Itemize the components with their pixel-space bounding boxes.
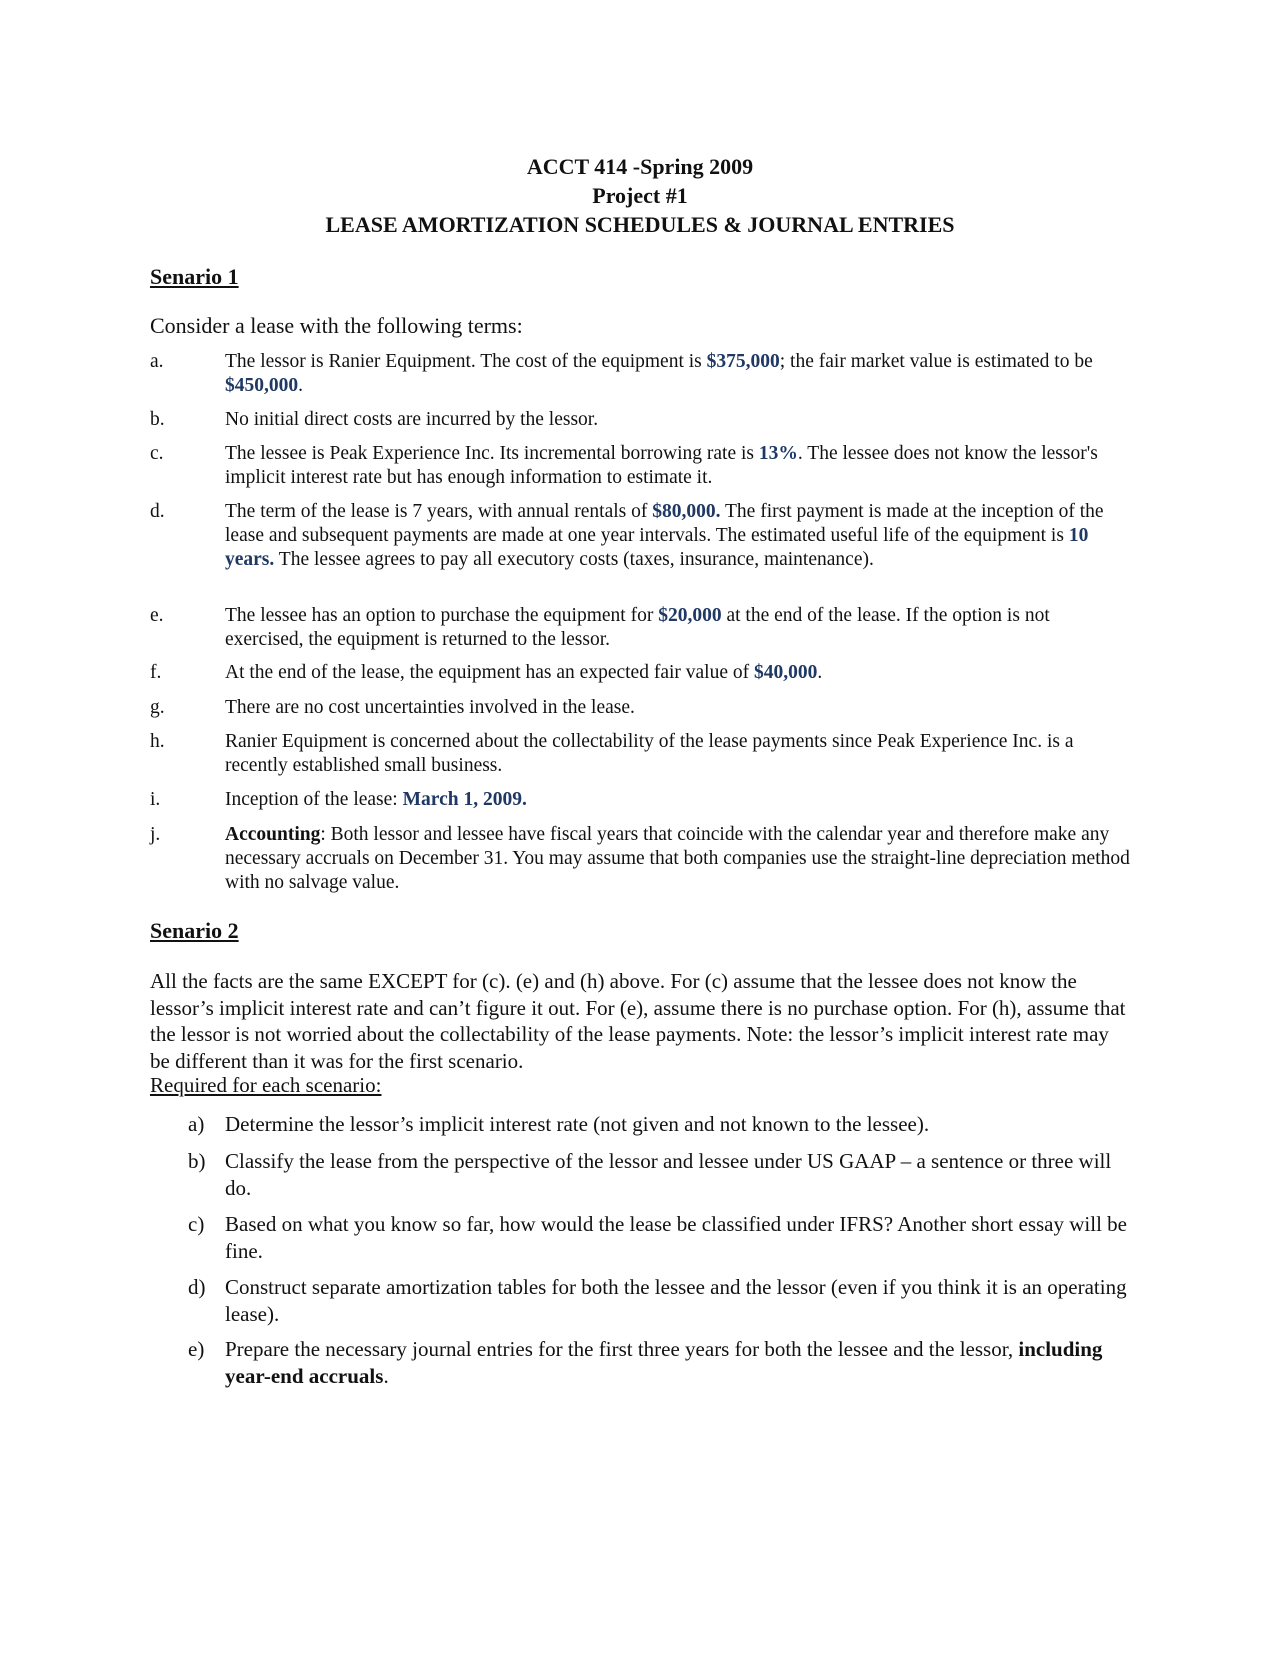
purchase-option-value: $20,000 [658,605,722,626]
year-end-accruals-emphasis: including year-end accruals [225,1337,1103,1388]
item-label: a) [188,1112,205,1136]
item-label: b. [150,409,165,430]
item-text: Construct separate amortization tables for both the lessee and the lessor (even if you think it is an operating lease). [225,1275,1127,1326]
scenario-2-heading: Senario 2 [150,918,239,943]
scenario-1-intro: Consider a lease with the following terms: [150,313,523,338]
item-label: d. [150,501,165,522]
annual-rental-value: $80,000. [652,501,721,522]
item-label: e. [150,605,164,626]
item-text: Classify the lease from the perspective of the lessor and lessee under US GAAP – a sentence or three will do. [225,1149,1112,1200]
scenario-1-heading: Senario 1 [150,264,239,289]
item-label: d) [188,1275,206,1299]
item-text: There are no cost uncertainties involved in the lease. [225,697,635,718]
item-label: c) [188,1212,205,1236]
item-text: Based on what you know so far, how would the lease be classified under IFRS? Another short essay will be fine. [225,1212,1127,1263]
equipment-cost-value: $375,000 [706,351,780,372]
borrowing-rate-value: 13% [758,443,798,464]
item-label: j. [150,824,161,845]
scenario-2-paragraph: All the facts are the same EXCEPT for (c). (e) and (h) above. For (c) assume that the lessee does not know the lessor’s implicit interest rate and can’t figure it out. For (e), assume there is no purchase option. For (h), assume that the lessor is not worried about the collectability of the lease payments. Note: the lessor’s implicit interest rate may be different than it was for the first scenario. [150,969,1126,1073]
item-text: The term of the lease is 7 years, with annual rentals of $80,000. The first payment is made at the inception of the lease and subsequent payments are made at one year intervals. The estimated useful life of the equipment is 10 years. The lessee agrees to pay all executory costs (taxes, insurance, maintenance). [225,501,1104,570]
project-title: Project #1 [592,183,688,208]
item-text: The lessee is Peak Experience Inc. Its incremental borrowing rate is 13%. The lessee does not know the lessor's implicit interest rate but has enough information to estimate it. [225,443,1098,488]
item-label: e) [188,1337,205,1361]
item-text: Inception of the lease: March 1, 2009. [225,789,527,810]
item-label: b) [188,1149,206,1173]
required-heading: Required for each scenario: [150,1073,382,1097]
item-text: The lessee has an option to purchase the equipment for $20,000 at the end of the lease. If the option is not exercised, the equipment is returned to the lessor. [225,605,1050,650]
document-title [150,152,1130,239]
item-text: Prepare the necessary journal entries for the first three years for both the lessee and the lessor, including year-end accruals. [225,1337,1103,1388]
expected-fair-value: $40,000 [754,662,818,683]
inception-date-value: March 1, 2009. [402,789,527,810]
item-label: h. [150,731,165,752]
item-text: Determine the lessor’s implicit interest rate (not given and not known to the lessee). [225,1112,930,1136]
item-label: c. [150,443,164,464]
item-label: f. [150,662,162,683]
item-label: a. [150,351,164,372]
course-title: ACCT 414 -Spring 2009 [526,154,754,179]
item-label: i. [150,789,161,810]
item-text: Ranier Equipment is concerned about the collectability of the lease payments since Peak Experience Inc. is a recently established small business. [225,731,1074,776]
accounting-label: Accounting [225,824,321,845]
item-text: The lessor is Ranier Equipment. The cost of the equipment is $375,000; the fair market value is estimated to be $450,000. [225,351,1093,396]
item-text: Accounting: Both lessor and lessee have fiscal years that coincide with the calendar year and therefore make any necessary accruals on December 31. You may assume that both companies use the straight-line depreciation method with no salvage value. [225,824,1130,893]
item-text: No initial direct costs are incurred by the lessor. [225,409,599,430]
item-text: At the end of the lease, the equipment has an expected fair value of $40,000. [225,662,823,683]
item-label: g. [150,697,165,718]
useful-life-value: 10 years. [225,525,1089,570]
project-subtitle: LEASE AMORTIZATION SCHEDULES & JOURNAL ENTRIES [325,212,955,237]
fair-market-value: $450,000 [225,375,299,396]
